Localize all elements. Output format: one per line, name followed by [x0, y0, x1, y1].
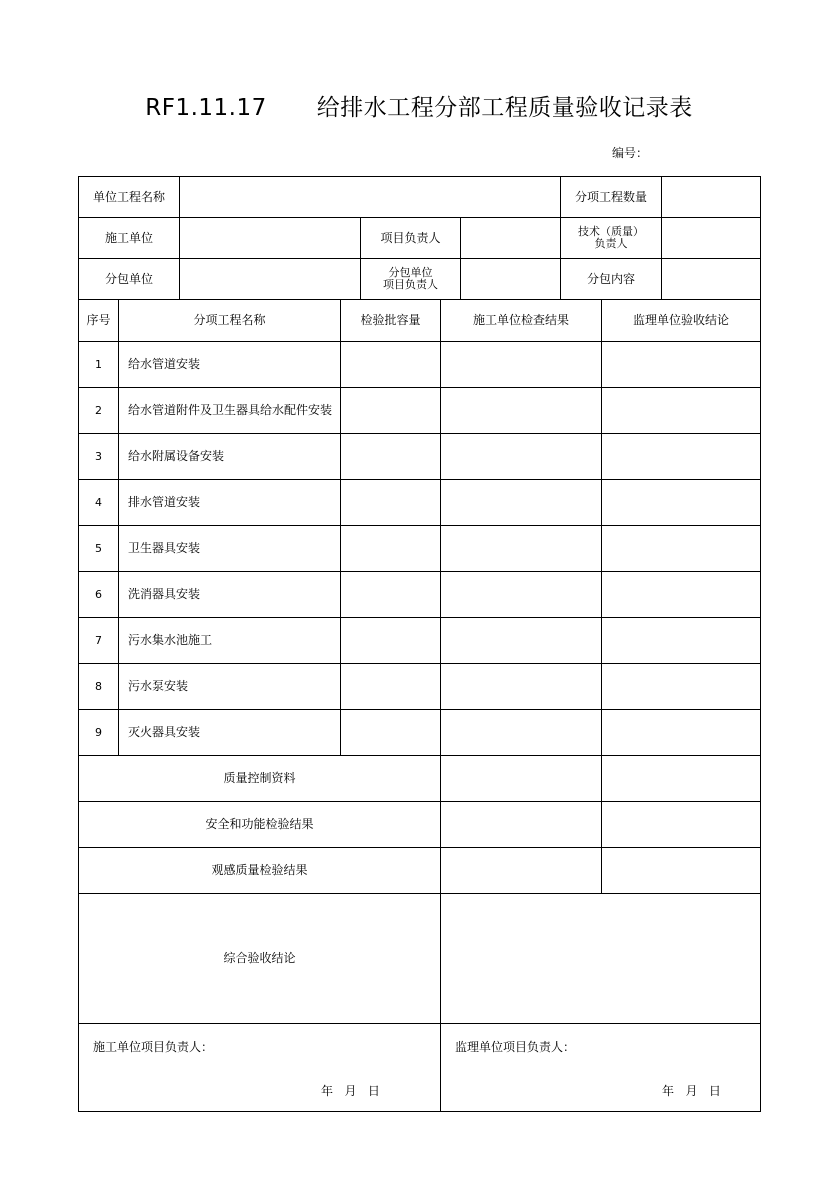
tech-manager-label-line1: 技术（质量） — [578, 225, 644, 238]
row-lot-capacity[interactable] — [341, 480, 441, 526]
serial-number-label: 编号： — [612, 146, 649, 160]
tech-manager-label — [561, 218, 662, 259]
row-supervisor-conclusion[interactable] — [602, 572, 760, 618]
supervisor-signature-cell[interactable] — [441, 1024, 760, 1111]
sub-item-count-label: 分项工程数量 — [561, 177, 662, 218]
row-supervisor-conclusion[interactable] — [602, 434, 760, 480]
row-seq: 4 — [79, 480, 119, 526]
sub-pm-label-line2: 项目负责人 — [383, 278, 438, 291]
sub-item-count-value[interactable] — [662, 177, 760, 218]
contractor-pm-label: 施工单位项目负责人： — [93, 1040, 214, 1054]
construction-unit-label: 施工单位 — [79, 218, 180, 259]
subcontractor-label: 分包单位 — [79, 259, 180, 300]
row-item-name: 给水管道附件及卫生器具给水配件安装 — [119, 388, 341, 434]
row-lot-capacity[interactable] — [341, 710, 441, 756]
row-item-name: 洗消器具安装 — [119, 572, 341, 618]
tech-manager-label-line2: 负责人 — [594, 237, 628, 250]
row-contractor-result[interactable] — [441, 664, 602, 710]
row-supervisor-conclusion[interactable] — [602, 480, 760, 526]
row-seq: 2 — [79, 388, 119, 434]
project-manager-label: 项目负责人 — [361, 218, 461, 259]
acceptance-record-table — [78, 176, 761, 1112]
row-lot-capacity[interactable] — [341, 388, 441, 434]
supervisor-pm-label: 监理单位项目负责人： — [455, 1040, 576, 1054]
row-seq: 5 — [79, 526, 119, 572]
row-contractor-result[interactable] — [441, 618, 602, 664]
quality-docs-supervisor[interactable] — [602, 756, 760, 802]
quality-docs-label: 质量控制资料 — [79, 756, 441, 802]
unit-project-value[interactable] — [180, 177, 561, 218]
column-header-seq: 序号 — [79, 300, 119, 342]
row-contractor-result[interactable] — [441, 572, 602, 618]
sub-content-value[interactable] — [662, 259, 760, 300]
row-supervisor-conclusion[interactable] — [602, 526, 760, 572]
column-header-lot-capacity: 检验批容量 — [341, 300, 441, 342]
row-contractor-result[interactable] — [441, 342, 602, 388]
overall-conclusion-label: 综合验收结论 — [79, 894, 441, 1024]
page-title — [0, 92, 838, 124]
tech-manager-value[interactable] — [662, 218, 760, 259]
sub-content-label: 分包内容 — [561, 259, 662, 300]
row-item-name: 污水集水池施工 — [119, 618, 341, 664]
row-item-name: 卫生器具安装 — [119, 526, 341, 572]
contractor-sign-date: 年 月 日 — [321, 1084, 380, 1098]
row-seq: 6 — [79, 572, 119, 618]
sub-pm-value[interactable] — [461, 259, 561, 300]
construction-unit-value[interactable] — [180, 218, 361, 259]
row-supervisor-conclusion[interactable] — [602, 710, 760, 756]
row-seq: 9 — [79, 710, 119, 756]
row-item-name: 给水附属设备安装 — [119, 434, 341, 480]
row-item-name: 排水管道安装 — [119, 480, 341, 526]
row-contractor-result[interactable] — [441, 388, 602, 434]
row-seq: 3 — [79, 434, 119, 480]
safety-results-label: 安全和功能检验结果 — [79, 802, 441, 848]
row-contractor-result[interactable] — [441, 526, 602, 572]
column-header-contractor-result: 施工单位检查结果 — [441, 300, 602, 342]
row-contractor-result[interactable] — [441, 710, 602, 756]
safety-results-contractor[interactable] — [441, 802, 602, 848]
row-seq: 8 — [79, 664, 119, 710]
column-header-supervisor-conclusion: 监理单位验收结论 — [602, 300, 760, 342]
sub-pm-label-line1: 分包单位 — [388, 266, 433, 279]
subcontractor-value[interactable] — [180, 259, 361, 300]
row-supervisor-conclusion[interactable] — [602, 618, 760, 664]
row-supervisor-conclusion[interactable] — [602, 388, 760, 434]
project-manager-value[interactable] — [461, 218, 561, 259]
overall-conclusion-value[interactable] — [441, 894, 760, 1024]
supervisor-sign-date: 年 月 日 — [662, 1084, 721, 1098]
row-lot-capacity[interactable] — [341, 664, 441, 710]
contractor-signature-cell[interactable] — [79, 1024, 441, 1111]
row-lot-capacity[interactable] — [341, 572, 441, 618]
unit-project-label: 单位工程名称 — [79, 177, 180, 218]
column-header-name: 分项工程名称 — [119, 300, 341, 342]
row-contractor-result[interactable] — [441, 480, 602, 526]
appearance-results-contractor[interactable] — [441, 848, 602, 894]
row-seq: 7 — [79, 618, 119, 664]
safety-results-supervisor[interactable] — [602, 802, 760, 848]
row-lot-capacity[interactable] — [341, 526, 441, 572]
row-lot-capacity[interactable] — [341, 434, 441, 480]
appearance-results-supervisor[interactable] — [602, 848, 760, 894]
row-item-name: 污水泵安装 — [119, 664, 341, 710]
row-item-name: 给水管道安装 — [119, 342, 341, 388]
row-supervisor-conclusion[interactable] — [602, 664, 760, 710]
row-lot-capacity[interactable] — [341, 342, 441, 388]
form-code: RF1.11.17 — [145, 95, 267, 121]
appearance-results-label: 观感质量检验结果 — [79, 848, 441, 894]
row-lot-capacity[interactable] — [341, 618, 441, 664]
row-item-name: 灭火器具安装 — [119, 710, 341, 756]
quality-docs-contractor[interactable] — [441, 756, 602, 802]
row-supervisor-conclusion[interactable] — [602, 342, 760, 388]
row-contractor-result[interactable] — [441, 434, 602, 480]
sub-pm-label — [361, 259, 461, 300]
row-seq: 1 — [79, 342, 119, 388]
form-title: 给排水工程分部工程质量验收记录表 — [316, 95, 693, 121]
